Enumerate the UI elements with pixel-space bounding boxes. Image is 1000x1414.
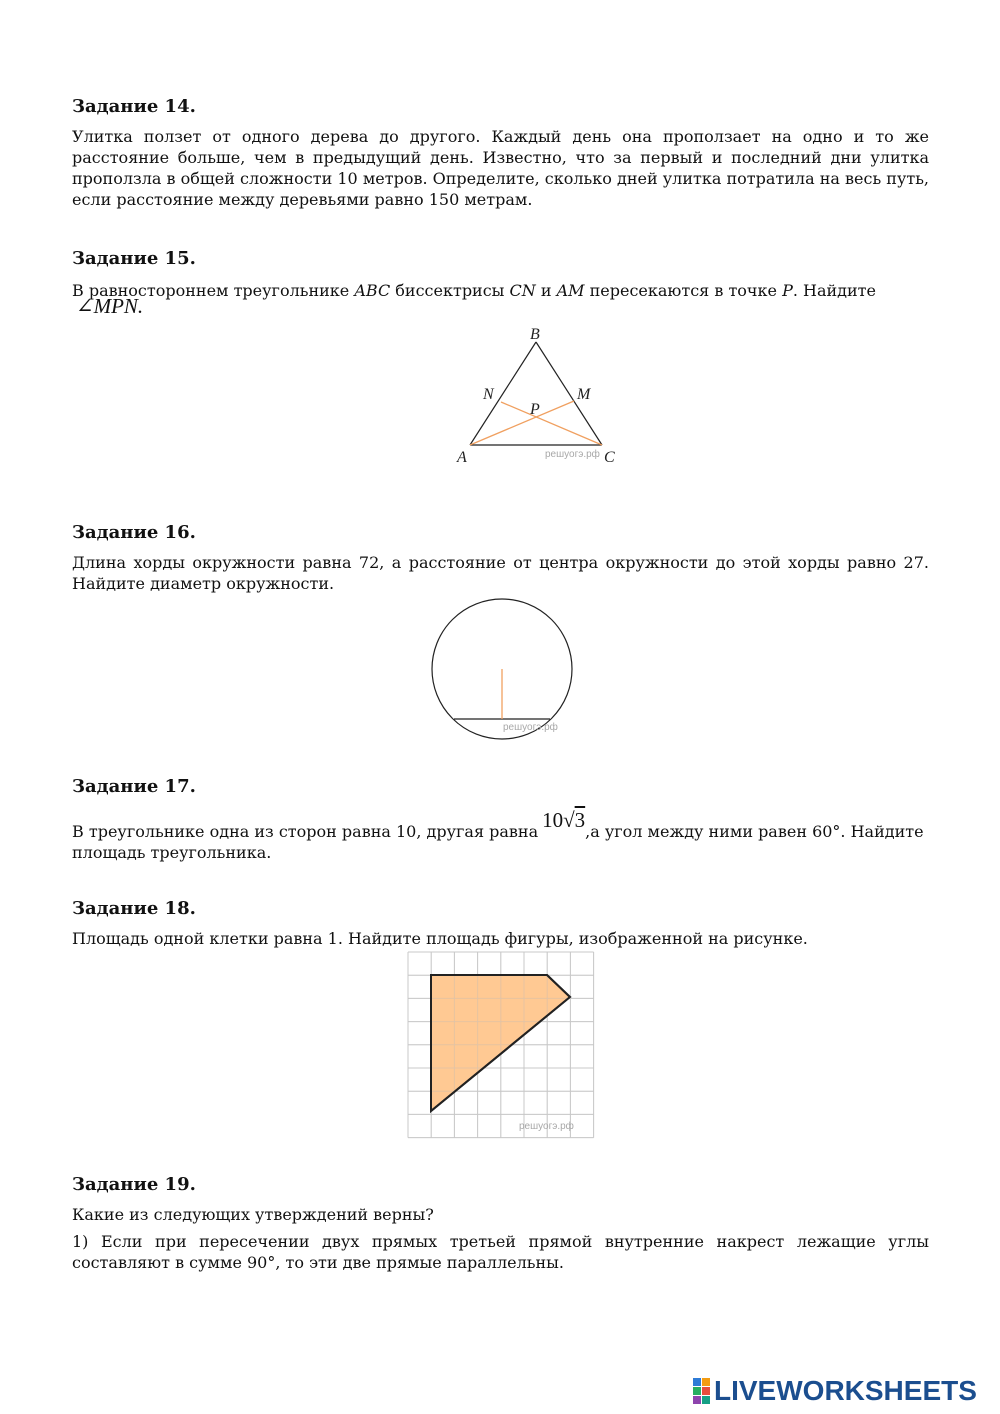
task-17-title: Задание 17.	[72, 776, 196, 797]
label-m: M	[577, 386, 591, 403]
circle-figure	[425, 592, 585, 747]
label-b: B	[530, 326, 540, 343]
bisector-cn	[501, 402, 602, 445]
grid-svg	[407, 951, 597, 1137]
figure-watermark: решуогэ.рф	[545, 449, 600, 460]
task-15	[72, 248, 929, 323]
label-n: N	[483, 386, 494, 403]
logo-text: LIVEWORKSHEETS	[714, 1375, 977, 1406]
task-18	[72, 898, 929, 949]
task-19-title: Задание 19.	[72, 1174, 196, 1195]
ten-root-three-formula: 10√3	[542, 808, 586, 832]
task-17-text: В треугольнике одна из сторон равна 10, другая равна 10√3,а угол между ними равен 60°. Найдите площадь треугольника.	[72, 808, 924, 862]
triangle-figure	[450, 322, 630, 472]
logo-blocks-icon	[693, 1378, 710, 1404]
task-18-text: Площадь одной клетки равна 1. Найдите площадь фигуры, изображенной на рисунке.	[72, 929, 808, 948]
task-16	[72, 522, 929, 594]
task-14-title: Задание 14.	[72, 96, 196, 117]
task-19-statement-1: 1) Если при пересечении двух прямых третьей прямой внутренние накрест лежащие углы составляют в сумме 90°, то эти две прямые параллельны.	[72, 1232, 929, 1272]
label-a: A	[457, 449, 467, 466]
label-c: C	[604, 449, 615, 466]
bisector-am	[470, 401, 574, 445]
task-17	[72, 776, 929, 863]
liveworksheets-logo	[693, 1376, 977, 1406]
task-14-text: Улитка ползет от одного дерева до другого. Каждый день она проползает на одно и то же расстояние больше, чем в предыдущий день. Известно, что за первый и последний дни улитка проползла в общей сложности 10 метров. Определите, сколько дней улитка потратила на весь путь, если расстояние между деревьями равно 150 метрам.	[72, 127, 929, 209]
task-18-title: Задание 18.	[72, 898, 196, 919]
figure-watermark: решуогэ.рф	[519, 1121, 574, 1132]
grid-figure	[407, 951, 597, 1137]
side-ab	[470, 342, 536, 445]
task-14	[72, 96, 929, 210]
task-15-text: В равностороннем треугольнике ABC биссектрисы CN и AM пересекаются в точке P. Найдите ∠MPN.	[72, 281, 876, 318]
task-15-title: Задание 15.	[72, 248, 196, 269]
task-16-title: Задание 16.	[72, 522, 196, 543]
figure-watermark: решуогэ.рф	[503, 722, 558, 733]
task-19-question: Какие из следующих утверждений верны?	[72, 1205, 434, 1224]
angle-mpn-formula: ∠MPN.	[76, 294, 144, 318]
task-16-text: Длина хорды окружности равна 72, а расстояние от центра окружности до этой хорды равно 27. Найдите диаметр окружности.	[72, 553, 929, 593]
task-19	[72, 1174, 929, 1273]
label-p: P	[530, 401, 540, 418]
side-bc	[536, 342, 602, 445]
